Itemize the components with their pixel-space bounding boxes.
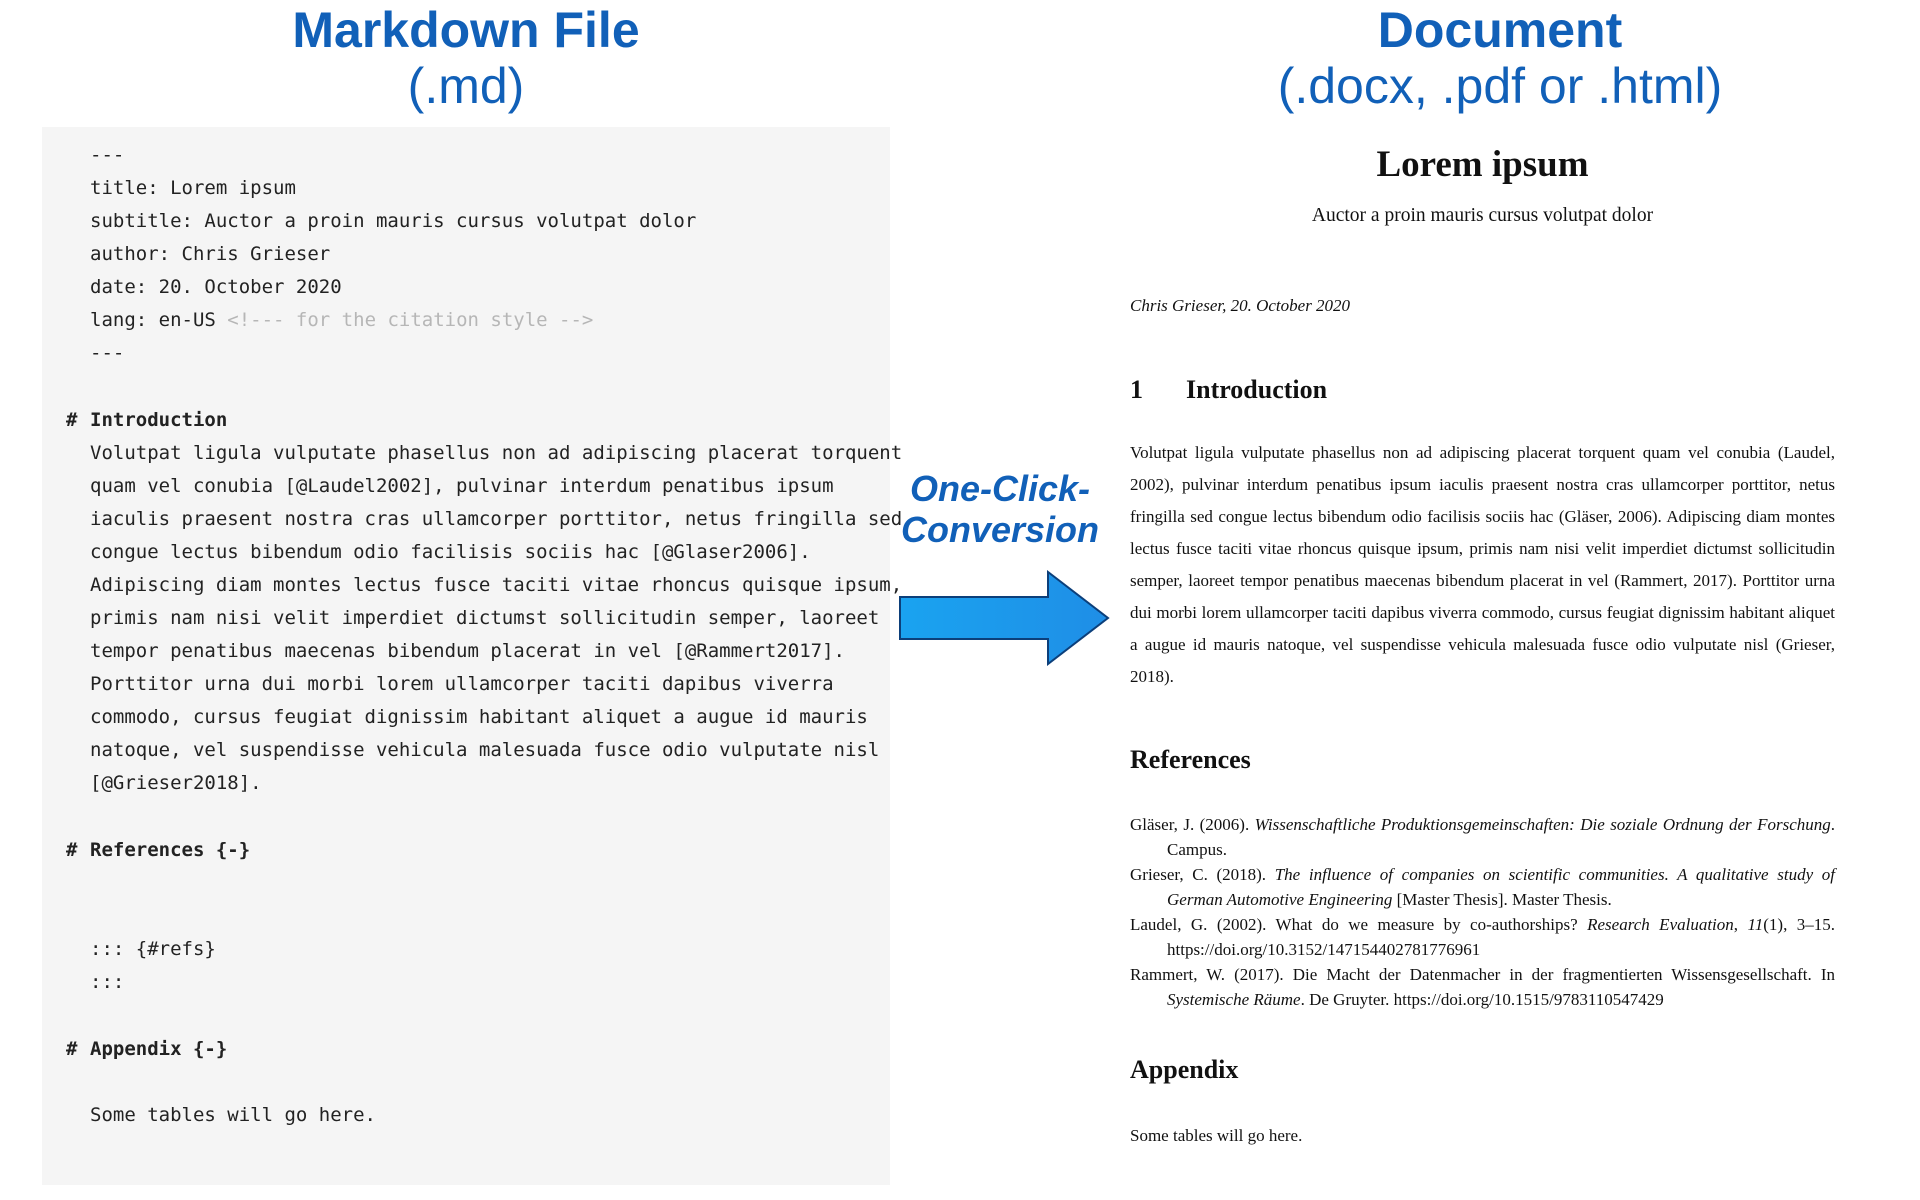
- document-extensions: (.docx, .pdf or .html): [1277, 58, 1723, 114]
- markdown-source-panel: [42, 127, 903, 1185]
- right-arrow-icon: [898, 570, 1112, 666]
- md-refs-div-open: ::: {#refs}: [90, 938, 216, 960]
- appendix-paragraph: Some tables will go here.: [1130, 1126, 1303, 1145]
- md-body-line: Porttitor urna dui morbi lorem ullamcorper taciti dapibus viverra: [90, 673, 834, 695]
- section-title: Introduction: [1186, 375, 1328, 404]
- md-heading-references: References {-}: [90, 839, 251, 861]
- md-body-line: primis nam nisi velit imperdiet dictumst sollicitudin semper, laoreet: [90, 607, 880, 629]
- section-heading-references: References: [1130, 745, 1251, 774]
- section-heading-introduction: [1130, 375, 1327, 405]
- reference-text: [Master Thesis]. Master Thesis.: [1392, 890, 1612, 909]
- md-author-line: author: Chris Grieser: [90, 243, 331, 265]
- markdown-file-title: Markdown File: [292, 2, 640, 58]
- section-heading-appendix: Appendix: [1130, 1055, 1239, 1084]
- md-refs-div-close: :::: [90, 971, 125, 993]
- markdown-file-extension: (.md): [407, 58, 525, 114]
- reference-title: Wissenschaftliche Produktionsgemeinschaften: Die soziale Ordnung der Forschung: [1254, 815, 1831, 834]
- document-title-label: Document: [1377, 2, 1623, 58]
- md-heading-marker: #: [66, 839, 78, 861]
- md-title-line: title: Lorem ipsum: [90, 177, 296, 199]
- md-body-line: quam vel conubia [@Laudel2002], pulvinar interdum penatibus ipsum: [90, 475, 834, 497]
- reference-journal: Research Evaluation: [1587, 915, 1734, 934]
- md-body-line: natoque, vel suspendisse vehicula malesuada fusce odio vulputate nisl: [90, 739, 880, 761]
- md-body-line: Volutpat ligula vulputate phasellus non ad adipiscing placerat torquent: [90, 442, 903, 464]
- reference-text: ,: [1733, 915, 1748, 934]
- md-body-line: Adipiscing diam montes lectus fusce taciti vitae rhoncus quisque ipsum,: [90, 574, 903, 596]
- document-title: Lorem ipsum: [1376, 144, 1589, 185]
- md-body-line: iaculis praesent nostra cras ullamcorper porttitor, netus fringilla sed: [90, 508, 903, 530]
- rendered-document: [1130, 0, 1835, 1200]
- document-subtitle: Auctor a proin mauris cursus volutpat dolor: [1311, 205, 1654, 226]
- reference-entry: [1130, 912, 1835, 962]
- reference-title: The influence of companies on scientific communities. A qualitative study of German Automotive Engineering: [1167, 865, 1836, 909]
- reference-entry: [1130, 812, 1835, 862]
- introduction-paragraph: Volutpat ligula vulputate phasellus non ad adipiscing placerat torquent quam vel conubia (Laudel, 2002), pulvinar interdum penatibus ipsum iaculis praesent nostra cras ullamcorper porttitor, netus fringilla sed congue lectus bibendum odio facilisis sociis hac (Gläser, 2006). Adipiscing diam montes lectus fusce taciti vitae rhoncus quisque ipsum, primis nam nisi velit imperdiet dictumst sollicitudin semper, laoreet tempor penatibus maecenas bibendum placerat in vel (Rammert, 2017). Porttitor urna dui morbi lorem ullamcorper taciti dapibus viverra commodo, cursus feugiat dignissim habitant aliquet a augue id mauris natoque, vel suspendisse vehicula malesuada fusce odio vulputate nisl (Grieser, 2018).: [1130, 443, 1835, 686]
- md-subtitle-line: subtitle: Auctor a proin mauris cursus volutpat dolor: [90, 210, 697, 232]
- conversion-label: [894, 468, 1106, 550]
- reference-text: (1), 3–15. https://doi.org/10.3152/147154402781776961: [1167, 915, 1836, 959]
- reference-title: Systemische Räume: [1167, 990, 1301, 1009]
- md-date-line: date: 20. October 2020: [90, 276, 342, 298]
- reference-list: [1130, 812, 1835, 1012]
- md-heading-appendix: Appendix {-}: [90, 1038, 228, 1060]
- section-number: 1: [1130, 375, 1143, 404]
- reference-volume: 11: [1747, 915, 1764, 934]
- conversion-label-line-2: Conversion: [900, 509, 1100, 550]
- md-heading-marker: #: [66, 409, 78, 431]
- reference-text: Grieser, C. (2018).: [1130, 865, 1275, 884]
- md-appendix-line: Some tables will go here.: [90, 1104, 376, 1126]
- md-body-line: commodo, cursus feugiat dignissim habitant aliquet a augue id mauris: [90, 706, 868, 728]
- md-body-line: [@Grieser2018].: [90, 772, 262, 794]
- reference-text: Laudel, G. (2002). What do we measure by co-authorships?: [1130, 915, 1588, 934]
- reference-text: Gläser, J. (2006).: [1130, 815, 1255, 834]
- md-lang-value: lang: en-US: [90, 309, 216, 331]
- reference-text: . Campus.: [1167, 815, 1836, 859]
- md-comment: <!--- for the citation style -->: [227, 309, 594, 331]
- reference-text: Rammert, W. (2017). Die Macht der Datenmacher in der fragmentierten Wissensgesellschaft. In: [1130, 965, 1835, 984]
- md-frontmatter-close: ---: [90, 342, 125, 364]
- md-lang-line: [90, 308, 593, 332]
- markdown-file-heading: [42, 2, 890, 114]
- md-frontmatter-open: ---: [90, 144, 125, 166]
- reference-entry: [1130, 862, 1835, 912]
- md-heading-marker: #: [66, 1038, 78, 1060]
- reference-entry: [1130, 962, 1835, 1012]
- md-heading-introduction: Introduction: [90, 409, 228, 431]
- reference-text: . De Gruyter. https://doi.org/10.1515/9783110547429: [1300, 990, 1664, 1009]
- conversion-label-line-1: One-Click-: [909, 468, 1091, 509]
- document-byline: Chris Grieser, 20. October 2020: [1130, 296, 1351, 315]
- md-body-line: tempor penatibus maecenas bibendum placerat in vel [@Rammert2017].: [90, 640, 845, 662]
- md-body-line: congue lectus bibendum odio facilisis sociis hac [@Glaser2006].: [90, 541, 811, 563]
